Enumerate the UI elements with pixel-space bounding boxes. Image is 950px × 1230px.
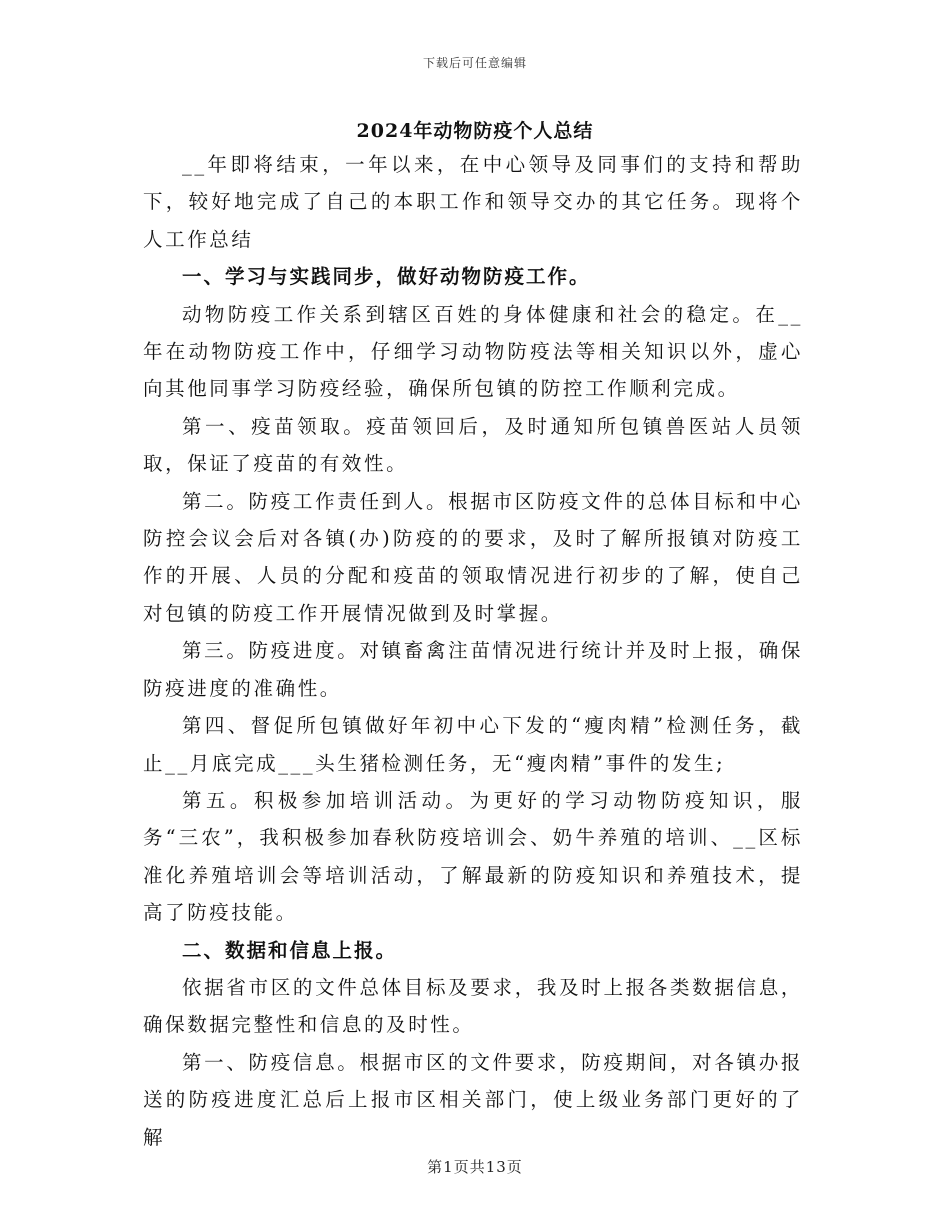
page-number-footer: 第1页共13页 — [427, 1158, 523, 1176]
body-paragraph: 第一、疫苗领取。疫苗领回后，及时通知所包镇兽医站人员领取，保证了疫苗的有效性。 — [143, 414, 803, 476]
intro-paragraph: __年即将结束，一年以来，在中心领导及同事们的支持和帮助下，较好地完成了自己的本职工作和领导交办的其它任务。现将个人工作总结 — [143, 153, 803, 251]
body-paragraph: 第四、督促所包镇做好年初中心下发的“瘦肉精”检测任务，截止__月底完成___头生猪检测任务，无“瘦肉精”事件的发生; — [143, 714, 803, 775]
body-paragraph: 第五。积极参加培训活动。为更好的学习动物防疫知识，服务“三农”，我积极参加春秋防疫培训会、奶牛养殖的培训、__区标准化养殖培训会等培训活动，了解最新的防疫知识和养殖技术，提高了防疫技能。 — [143, 788, 803, 925]
section-heading-2: 二、数据和信息上报。 — [182, 938, 398, 962]
section-heading-1: 一、学习与实践同步，做好动物防疫工作。 — [182, 265, 591, 289]
document-title: 2024年动物防疫个人总结 — [356, 120, 594, 142]
body-paragraph: 第三。防疫进度。对镇畜禽注苗情况进行统计并及时上报，确保防疫进度的准确性。 — [143, 639, 803, 700]
body-paragraph: 第二。防疫工作责任到人。根据市区防疫文件的总体目标和中心防控会议会后对各镇(办)防疫的的要求，及时了解所报镇对防疫工作的开展、人员的分配和疫苗的领取情况进行初步的了解，使自己对包镇的防疫工作开展情况做到及时掌握。 — [143, 489, 803, 625]
document-body — [143, 146, 803, 1156]
body-paragraph: 第一、防疫信息。根据市区的文件要求，防疫期间，对各镇办报送的防疫进度汇总后上报市区相关部门，使上级业务部门更好的了解 — [143, 1050, 803, 1149]
body-paragraph: 依据省市区的文件总体目标及要求，我及时上报各类数据信息，确保数据完整性和信息的及时性。 — [143, 975, 803, 1037]
body-paragraph: 动物防疫工作关系到辖区百姓的身体健康和社会的稳定。在__年在动物防疫工作中，仔细学习动物防疫法等相关知识以外，虚心向其他同事学习防疫经验，确保所包镇的防控工作顺利完成。 — [143, 302, 803, 401]
header-note: 下载后可任意编辑 — [422, 56, 527, 70]
